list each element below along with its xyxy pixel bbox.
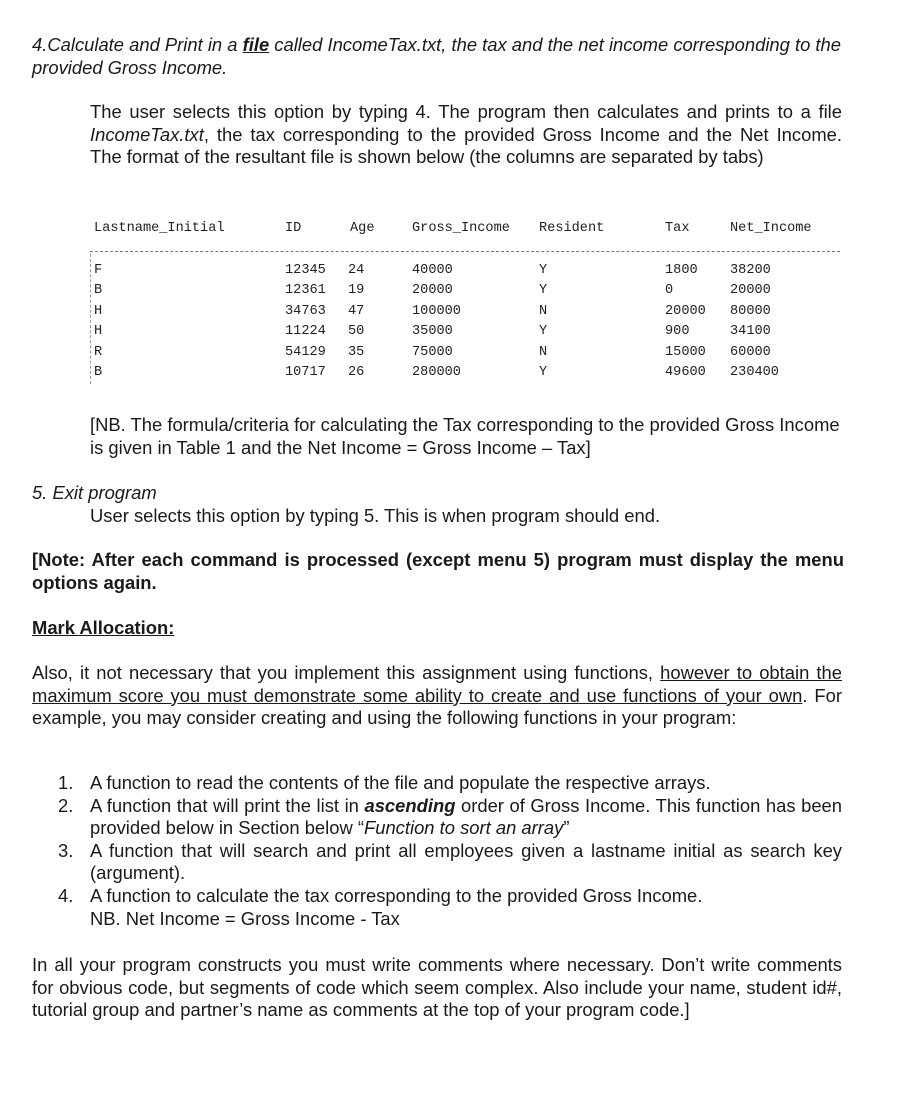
table-cell: 11224 [285, 324, 326, 340]
table-cell: 0 [665, 283, 674, 299]
table-header-gross-income: Gross_Income [412, 221, 510, 236]
table-header-tax: Tax [665, 221, 690, 236]
table-cell: 35 [348, 344, 365, 360]
list-number: 2. [58, 794, 74, 816]
table-header-divider [90, 251, 840, 252]
functions-paragraph-post: . For example, you may consider creating and using the following functions in your program: [32, 684, 842, 729]
function-list [58, 772, 842, 930]
table-cell: Y [539, 365, 548, 380]
list-text: A function to read the contents of the file and populate the respective arrays. [90, 772, 711, 793]
table-header-lastname-initial: Lastname_Initial [94, 221, 225, 236]
desc-part-1: The user selects this option by typing 4. The program then calculates and prints to a file [90, 101, 842, 122]
section-4-title-file: file [242, 34, 270, 55]
table-cell: 15000 [665, 344, 706, 360]
list-number: 1. [58, 772, 74, 793]
table-cell: 20000 [665, 303, 706, 319]
table-cell: H [94, 303, 103, 319]
income-tax-file-table [88, 214, 840, 386]
table-cell: 1800 [665, 263, 698, 278]
list-text-mid: order of Gross Income. This function has been provided below in Section below “ [90, 794, 843, 839]
table-cell: 26 [348, 365, 365, 380]
table-cell: 75000 [412, 344, 453, 360]
nb-formula-note: [NB. The formula/criteria for calculating the Tax corresponding to the provided Gross Income is given in Table 1 and the Net Income = Gross Income – Tax] [90, 414, 840, 458]
table-cell: 34100 [730, 324, 771, 340]
table-header-net-income: Net_Income [730, 221, 812, 236]
section-4-title-pre: Calculate and Print in a [47, 34, 243, 55]
list-item [58, 840, 842, 885]
table-header-age: Age [350, 221, 375, 236]
section-5-title: 5. Exit program [32, 482, 157, 503]
table-cell: 38200 [730, 263, 771, 278]
table-cell: 230400 [730, 365, 779, 380]
menu-note: [Note: After each command is processed (except menu 5) program must display the menu options again. [32, 549, 844, 593]
table-cell: F [94, 263, 103, 278]
section-4-heading [32, 34, 844, 79]
table-cell: N [539, 344, 548, 360]
section-5-description: User selects this option by typing 5. This is when program should end. [90, 505, 661, 526]
list-text: A function to calculate the tax corresponding to the provided Gross Income. [90, 884, 703, 906]
table-cell: 12361 [285, 283, 326, 299]
list-text: A function that will search and print all employees given a lastname initial as search key (argument). [90, 839, 842, 884]
table-cell: 50 [348, 324, 365, 340]
table-header-resident: Resident [539, 221, 605, 236]
table-cell: 20000 [412, 283, 453, 299]
table-cell: 10717 [285, 365, 326, 380]
section-4-title-post: called IncomeTax.txt, the tax and the net income corresponding to the provided Gross Income. [32, 34, 842, 78]
list-text-italic: Function to sort an array [363, 817, 564, 839]
list-item [58, 795, 842, 840]
list-number: 4. [58, 884, 74, 906]
list-text-nb: NB. Net Income = Gross Income - Tax [90, 907, 400, 929]
functions-paragraph [32, 662, 842, 730]
table-cell: B [94, 365, 103, 380]
table-cell: 40000 [412, 263, 453, 278]
functions-paragraph-underlined: however to obtain the maximum score you must demonstrate some ability to create and use functions of your own [32, 662, 842, 706]
list-text-pre: A function that will print the list in [90, 794, 365, 816]
list-item [58, 885, 842, 930]
table-cell: 12345 [285, 263, 326, 278]
table-cell: B [94, 283, 103, 299]
table-cell: H [94, 324, 103, 340]
table-cell: 35000 [412, 324, 453, 340]
table-left-border [90, 254, 91, 384]
table-cell: 49600 [665, 365, 706, 380]
table-cell: 20000 [730, 283, 771, 299]
table-cell: Y [539, 283, 548, 299]
table-cell: 80000 [730, 303, 771, 319]
table-cell: N [539, 303, 548, 319]
table-cell: Y [539, 263, 548, 278]
table-cell: 19 [348, 283, 365, 299]
table-cell: R [94, 344, 103, 360]
table-cell: 24 [348, 263, 365, 278]
table-cell: 54129 [285, 344, 326, 360]
table-cell: 47 [348, 303, 365, 319]
list-text-post: ” [563, 817, 570, 839]
table-cell: Y [539, 324, 548, 340]
table-header-id: ID [285, 221, 302, 236]
list-number: 3. [58, 839, 74, 861]
table-cell: 100000 [412, 303, 461, 319]
desc-filename: IncomeTax.txt [90, 123, 204, 145]
section-4-description [90, 101, 842, 169]
table-cell: 900 [665, 324, 690, 340]
functions-paragraph-pre: Also, it not necessary that you implement this assignment using functions, [32, 662, 661, 683]
table-cell: 280000 [412, 365, 461, 380]
list-text-bold: ascending [364, 794, 456, 816]
table-cell: 34763 [285, 303, 326, 319]
mark-allocation-heading: Mark Allocation: [32, 617, 175, 638]
table-cell: 60000 [730, 344, 771, 360]
comments-instructions: In all your program constructs you must write comments where necessary. Don’t write comments for obvious code, but segments of code which seem complex. Also include your name, student id#, tutorial group and partner’s name as comments at the top of your program code.] [32, 954, 842, 1021]
section-4-number: 4. [32, 34, 48, 55]
list-item [58, 772, 842, 795]
desc-part-2: , the tax corresponding to the provided Gross Income and the Net Income. The format of the resultant file is shown below (the columns are separated by tabs) [90, 123, 842, 168]
